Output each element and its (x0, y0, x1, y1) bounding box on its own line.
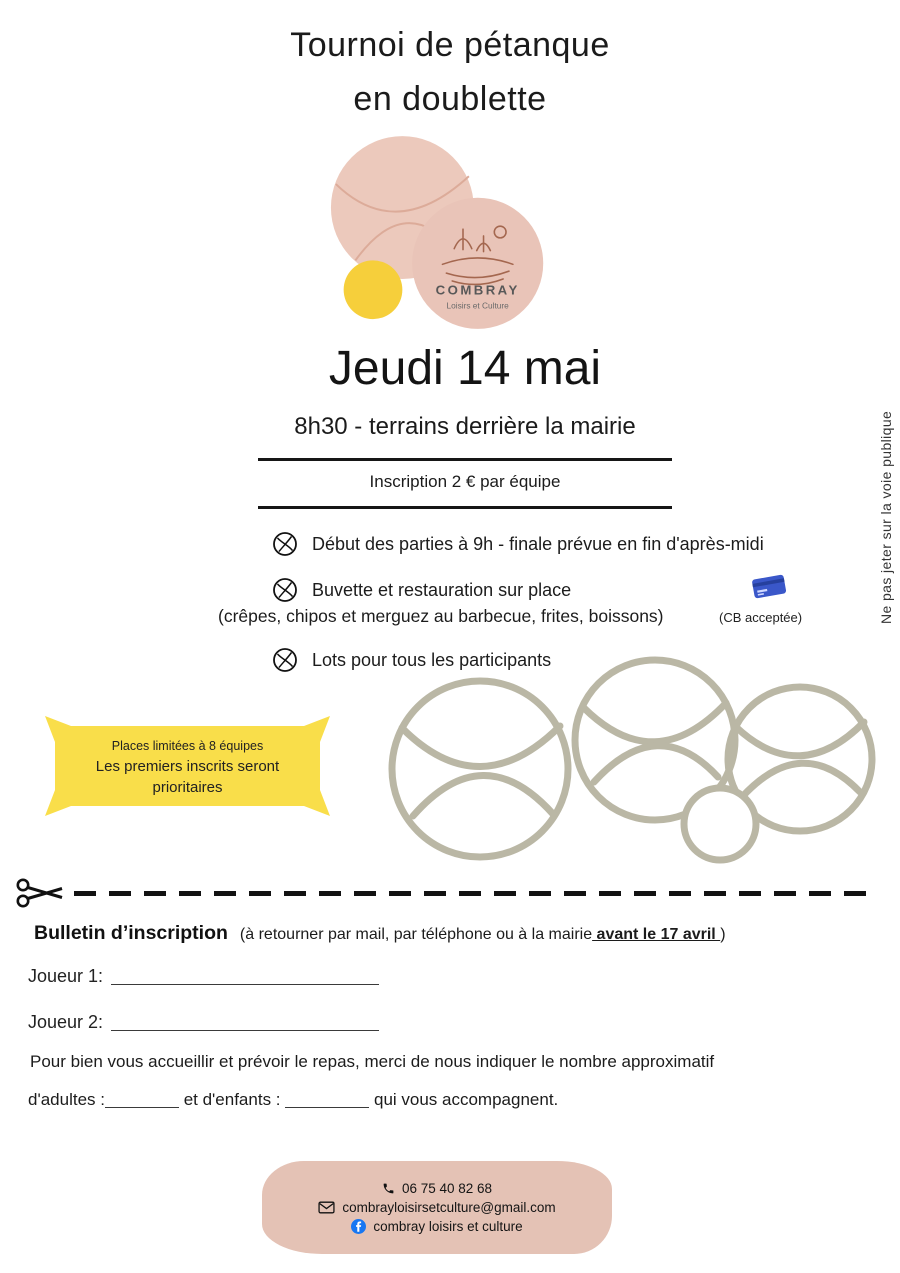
meal-note-line2 (28, 1088, 558, 1110)
limited-places-ticket (45, 716, 330, 816)
ticket-line1: Places limitées à 8 équipes (111, 739, 264, 753)
logo-subtitle: Loisirs et Culture (446, 300, 509, 311)
credit-card-icon (750, 571, 788, 601)
cb-accepted-note: (CB acceptée) (719, 610, 803, 625)
facebook-page: combray loisirs et culture (373, 1219, 523, 1234)
dashed-cut-rule (74, 891, 872, 896)
petanque-ball-icon (272, 531, 298, 557)
disposal-notice: Ne pas jeter sur la voie publique (878, 410, 894, 624)
player2-row (28, 1010, 379, 1033)
email-icon (318, 1201, 335, 1214)
divider-bottom (258, 506, 672, 509)
divider-top (258, 458, 672, 461)
scissors-icon (14, 874, 68, 912)
note-tail: qui vous accompagnent. (373, 1090, 559, 1109)
event-date: Jeudi 14 mai (328, 342, 602, 395)
detail-text: Début des parties à 9h - finale prévue en fin d'après-midi (312, 533, 764, 554)
ticket-line2: Les premiers inscrits seront prioritaires (95, 758, 280, 796)
player2-label: Joueur 2: (28, 1012, 104, 1032)
close-paren: ) (720, 926, 726, 943)
phone-number: 06 75 40 82 68 (401, 1181, 493, 1196)
petanque-ball-icon (272, 577, 298, 603)
player2-blank (111, 1013, 379, 1031)
event-price: Inscription 2 € par équipe (369, 472, 561, 491)
children-blank (285, 1091, 369, 1108)
sketched-boules-illustration (368, 656, 878, 868)
meal-note-line1: Pour bien vous accueillir et prévoir le repas, merci de nous indiquer le nombre approximatif (30, 1052, 715, 1071)
player1-label: Joueur 1: (28, 966, 104, 986)
facebook-row (351, 1219, 522, 1234)
phone-row (382, 1181, 492, 1196)
deadline-text: avant le 17 avril (592, 926, 721, 943)
facebook-icon (351, 1219, 366, 1234)
petanque-ball-icon (272, 647, 298, 673)
adults-blank (105, 1091, 179, 1108)
contact-panel (262, 1161, 612, 1254)
detail-item-schedule (272, 531, 764, 557)
flyer-title-line1: Tournoi de pétanque (290, 26, 610, 64)
detail-food-subtext: (crêpes, chipos et merguez au barbecue, frites, boissons) (218, 606, 664, 626)
flyer-title-line2: en doublette (353, 80, 547, 118)
phone-icon (382, 1182, 395, 1195)
form-return-instructions (240, 926, 726, 944)
player1-row (28, 964, 379, 987)
yellow-ball (344, 260, 403, 319)
petanque-balls-illustration (328, 131, 553, 336)
detail-item-food (272, 577, 571, 603)
registration-heading (34, 922, 726, 945)
event-time-location: 8h30 - terrains derrière la mairie (294, 413, 636, 440)
children-label: et d'enfants : (183, 1090, 281, 1109)
email-row (318, 1200, 555, 1215)
cut-line (14, 872, 872, 914)
detail-text: Lots pour tous les participants (312, 649, 552, 670)
form-title: Bulletin d’inscription (34, 922, 228, 944)
player1-blank (111, 967, 379, 985)
adults-label: d'adultes : (28, 1090, 105, 1109)
logo-name: COMBRAY (435, 282, 520, 298)
email-address: combrayloisirsetculture@gmail.com (342, 1200, 556, 1215)
detail-text: Buvette et restauration sur place (312, 579, 572, 600)
return-text: (à retourner par mail, par téléphone ou à la mairie (239, 926, 593, 943)
